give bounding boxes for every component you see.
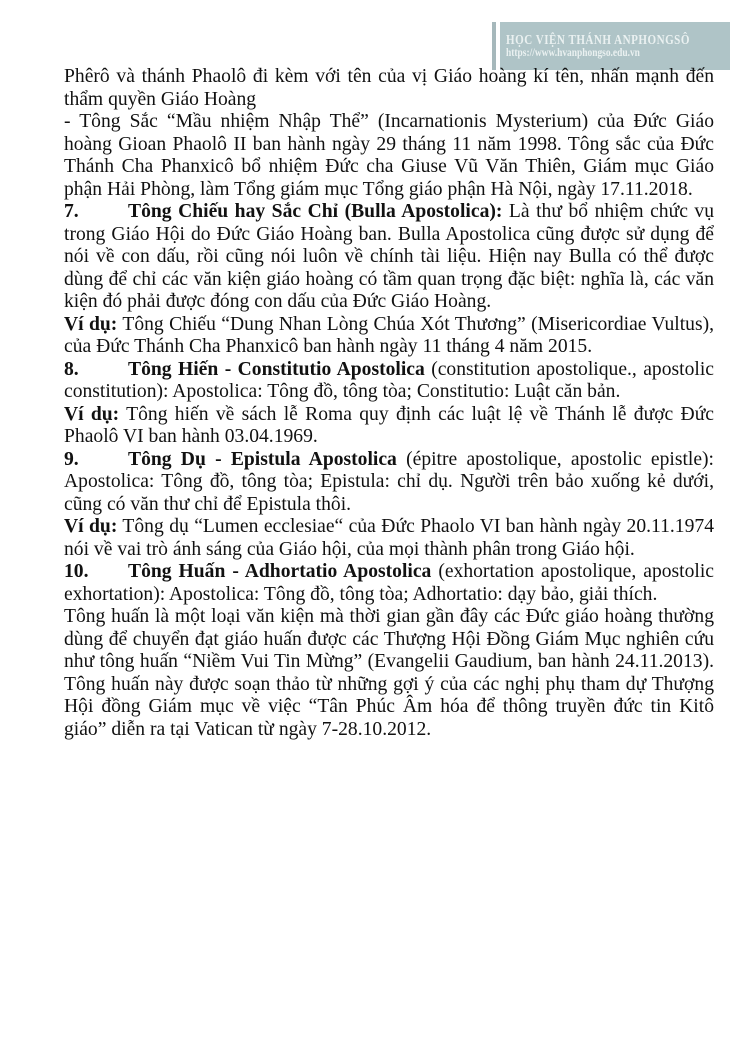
section-body: Là thư bổ nhiệm chức vụ trong Giáo Hội do Đức Giáo Hoàng ban. Bulla Apostolica cũng được sử dụng để nói về con dấu, rồi cũng nói luôn về chính tài liệu. Hiện nay Bulla có thể được dùng để chỉ các văn kiện giáo hoàng có tầm quan trọng đặc biệt: nghĩa là, các văn kiện đó phải được đóng con dấu của Đức Giáo Hoàng. [64,201,714,312]
section-number: 7. [64,201,79,222]
section-body: (exhortation apostolique, apostolic exhortation): Apostolica: Tông đồ, tông tòa; Adhortatio: dạy bảo, giải thích. [64,561,714,605]
example-text: Tông Chiếu “Dung Nhan Lòng Chúa Xót Thương” (Misericordiae Vultus), của Đức Thánh Cha Phanxicô ban hành ngày 11 tháng 4 năm 2015. [64,313,714,357]
section-8-example [64,404,714,449]
example-paragraph: - Tông Sắc “Mầu nhiệm Nhập Thể” (Incarnationis Mysterium) của Đức Giáo hoàng Gioan Phaolô II ban hành ngày 29 tháng 11 năm 1998. Tông sắc của Đức Thánh Cha Phanxicô bổ nhiệm Đức cha Giuse Vũ Văn Thiên, Giám mục Giáo phận Hải Phòng, làm Tổng giám mục Tổng giáo phận Hà Nội, ngày 17.11.2018. [64,111,714,200]
section-9 [64,449,714,517]
example-label: Ví dụ: [64,516,118,537]
section-7 [64,201,714,314]
example-text: Tông hiến về sách lễ Roma quy định các luật lệ về Thánh lễ được Đức Phaolô VI ban hành 03.04.1969. [64,403,715,447]
section-body: (constitution apostolique., apostolic constitution): Apostolica: Tông đồ, tông tòa; Constitutio: Luật căn bản. [64,358,714,402]
section-number: 9. [64,448,79,470]
watermark-banner [492,22,728,70]
section-number: 8. [64,358,79,380]
document-page [64,66,714,741]
section-9-example [64,516,714,561]
section-body: (épitre apostolique, apostolic epistle): Apostolica: Tông đồ, tông tòa; Epistula: chỉ dụ. Người trên bảo xuống kẻ dưới, cũng có văn thư chỉ để Epistula thôi. [64,448,715,515]
section-8 [64,359,714,404]
watermark-text [500,22,730,70]
intro-paragraph: Phêrô và thánh Phaolô đi kèm với tên của vị Giáo hoàng kí tên, nhấn mạnh đến thẩm quyền Giáo Hoàng [64,66,714,110]
watermark-url: https://www.hvanphongso.edu.vn [506,47,640,60]
watermark-title: HỌC VIỆN THÁNH ANPHONGSÔ [506,31,690,47]
section-10 [64,561,714,606]
example-label: Ví dụ: [64,313,118,335]
section-title: Tông Chiếu hay Sắc Chỉ (Bulla Apostolica): [128,201,503,222]
example-label: Ví dụ: [64,403,120,425]
section-title: Tông Hiến - Constitutio Apostolica [128,358,425,380]
cross-crown-logo-icon [492,22,496,70]
section-10-extra-paragraph: Tông huấn là một loại văn kiện mà thời gian gần đây các Đức giáo hoàng thường dùng để chuyển đạt giáo huấn được các Thượng Hội Đồng Giám Mục nghiên cứu như tông huấn “Niềm Vui Tin Mừng” (Evangelii Gaudium, ban hành 24.11.2013). Tông huấn này được soạn thảo từ những gợi ý của các nghị phụ tham dự Thượng Hội đồng Giám mục về việc “Tân Phúc Âm hóa để thông truyền đức tin Kitô giáo” diễn ra tại Vatican từ ngày 7-28.10.2012. [64,606,714,740]
section-title: Tông Huấn - Adhortatio Apostolica [128,561,432,582]
example-text: Tông dụ “Lumen ecclesiae“ của Đức Phaolo VI ban hành ngày 20.11.1974 nói về vai trò ánh sáng của Giáo hội, của mọi thành phân trong Giáo hội. [64,516,714,560]
section-title: Tông Dụ - Epistula Apostolica [128,448,397,470]
section-7-example [64,314,714,359]
section-number: 10. [64,561,89,582]
